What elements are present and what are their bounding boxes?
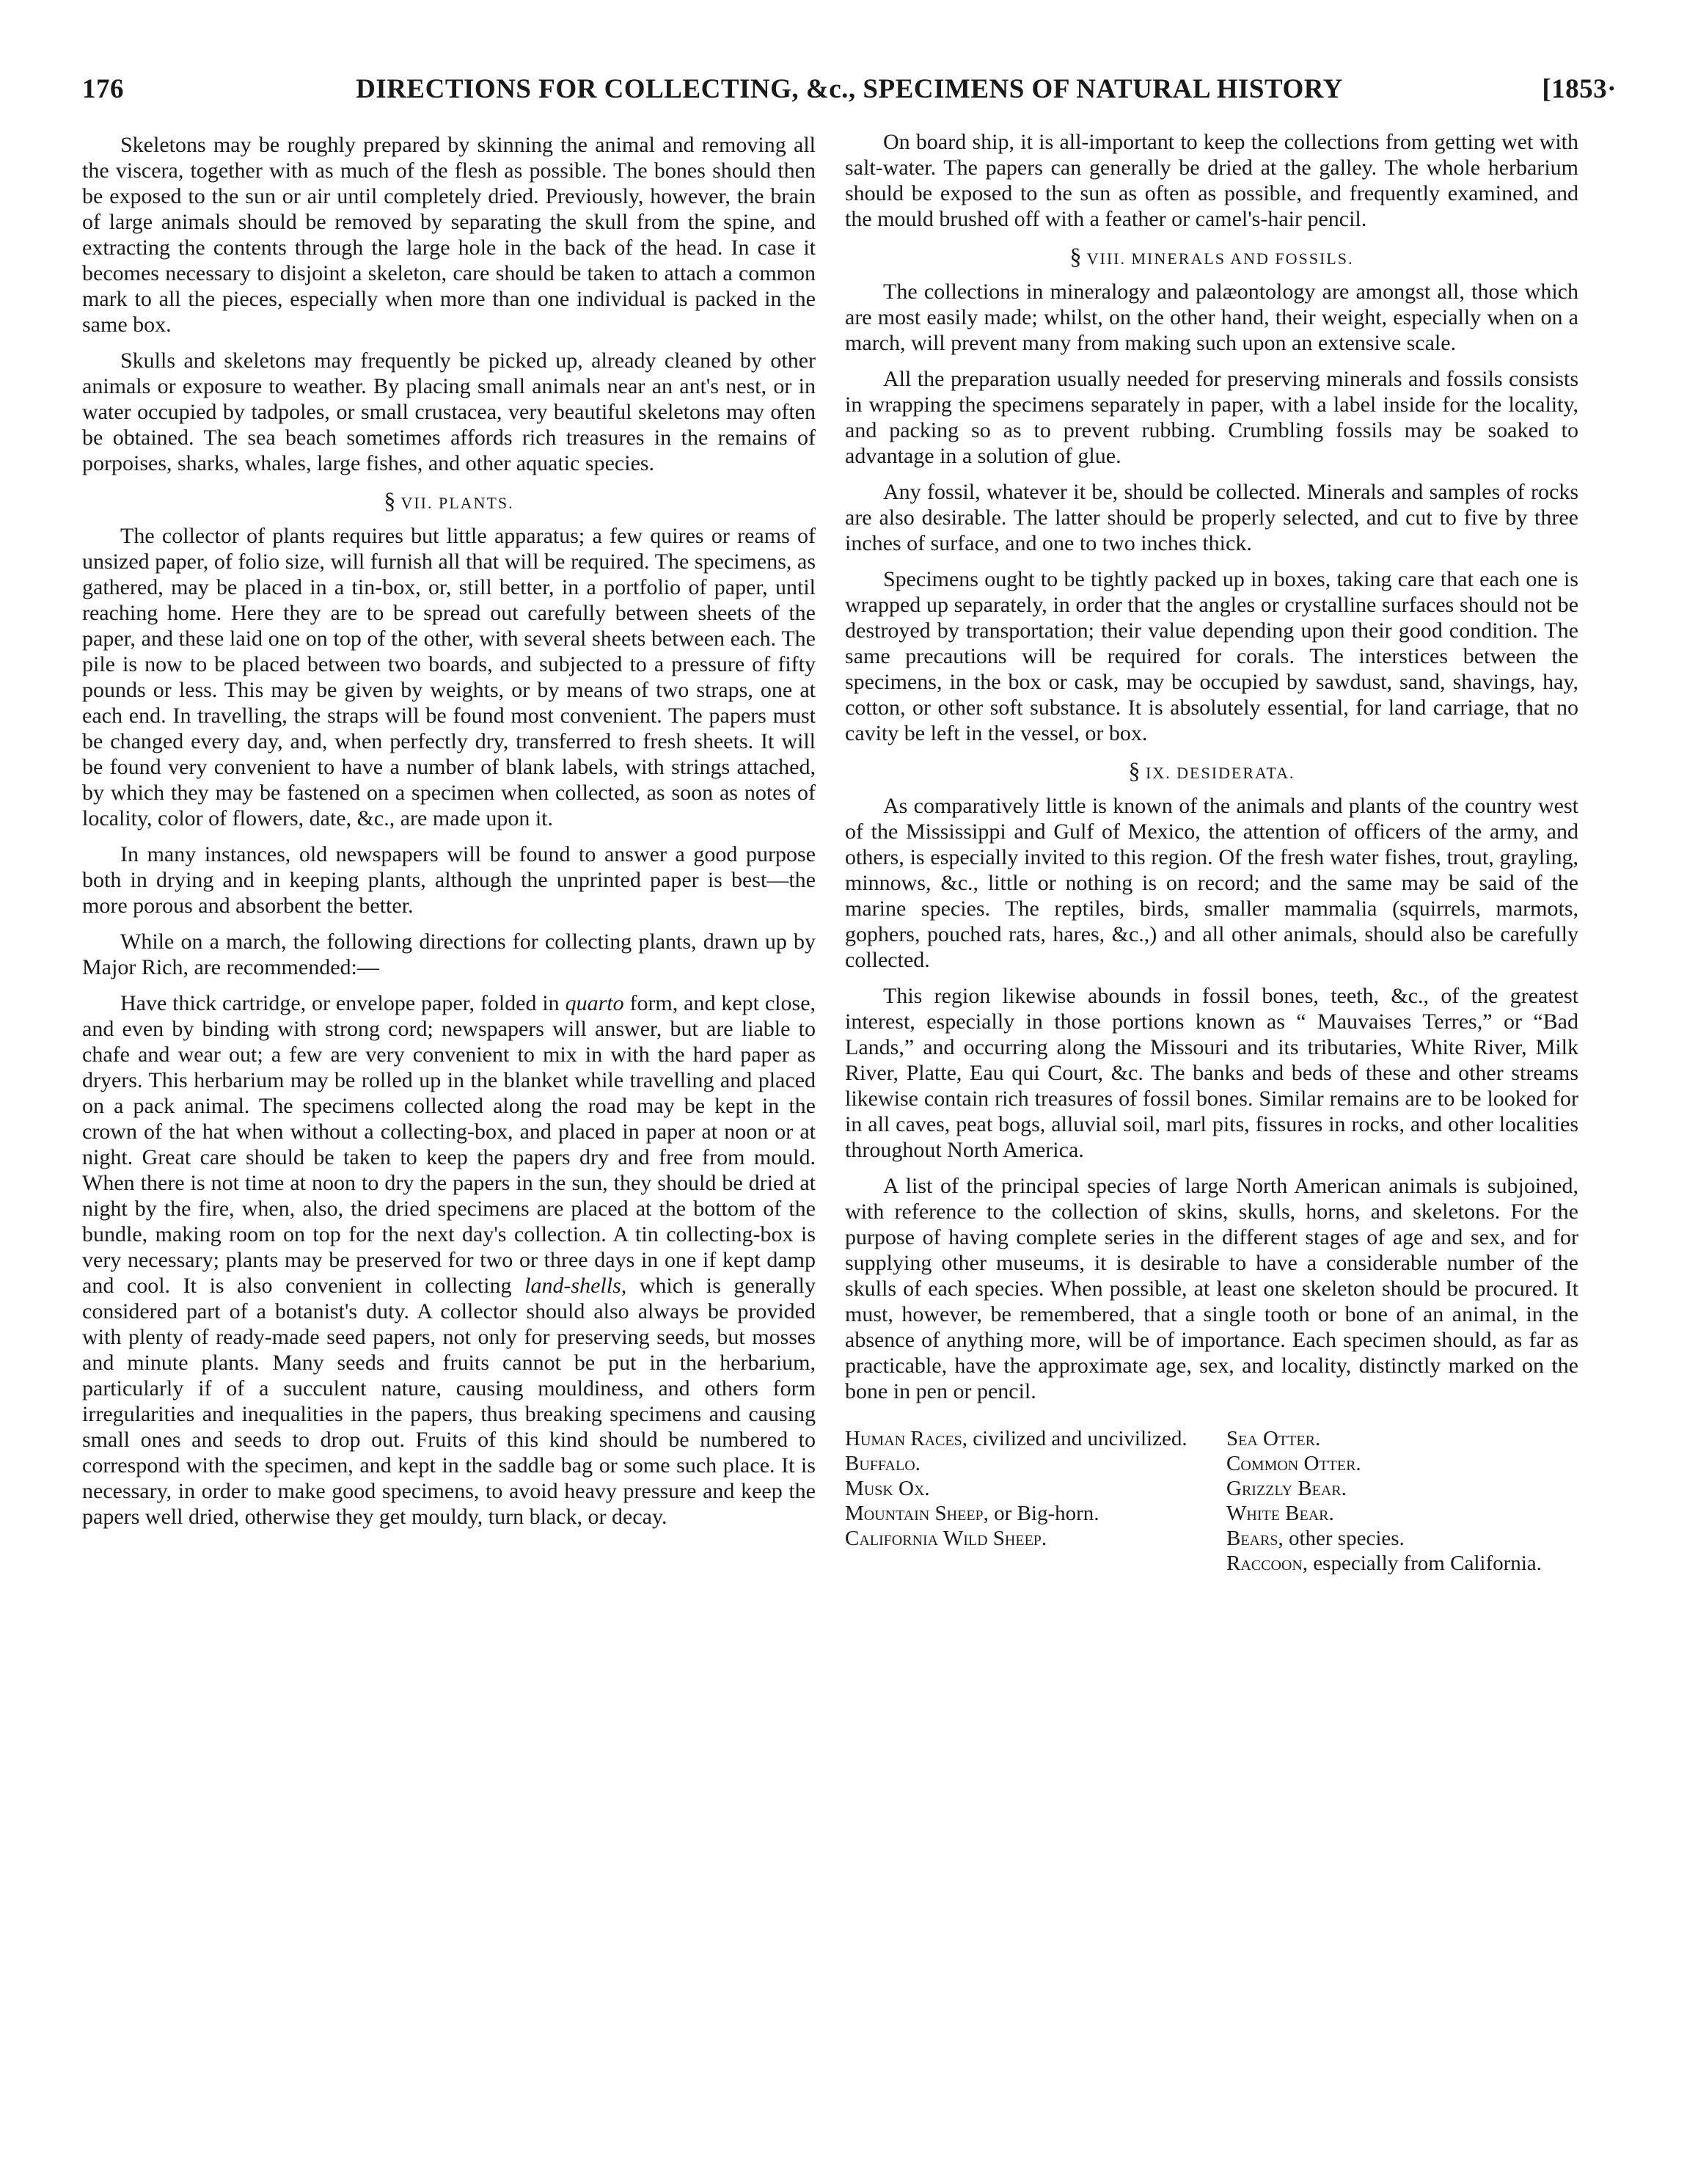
section-title: VII. PLANTS. xyxy=(400,494,514,512)
text-run: Have thick cartridge, or envelope paper, folded in xyxy=(120,991,566,1015)
paragraph: The collections in mineralogy and palæontology are amongst all, those which are most easily made; whilst, on the other hand, their weight, especially when on a march, will prevent many from making such upon an extensive scale. xyxy=(845,280,1578,355)
running-header xyxy=(82,73,1617,110)
species-name: Human Races, xyxy=(845,1427,968,1450)
species-name: Mountain Sheep, xyxy=(845,1502,989,1525)
species-item xyxy=(1226,1501,1578,1526)
section-mark: § xyxy=(1069,243,1082,269)
paragraph: Specimens ought to be tightly packed up in boxes, taking care that each one is wrapped up separately, in order that the angles or crystalline surfaces should not be destroyed by transportation; their value depending upon their good condition. The same precautions will be required for corals. The interstices between the specimens, in the box or cask, may be occupied by sawdust, sand, shavings, hay, cotton, or other soft substance. It is absolutely essential, for land carriage, that no cavity be left in the vessel, or box. xyxy=(845,567,1578,745)
species-item xyxy=(1226,1426,1578,1451)
paragraph: A list of the principal species of large North American animals is subjoined, with reference to the collection of skins, skulls, horns, and skeletons. For the purpose of having complete series in the different stages of age and sex, and for supplying other museums, it is desirable to have a considerable number of the skulls of each species. When possible, at least one skeleton should be procured. It must, however, be remembered, that a single tooth or bone of an animal, in the absence of anything more, will be of importance. Each specimen should, as far as practicable, have the approximate age, sex, and locality, distinctly marked on the bone in pen or pencil. xyxy=(845,1174,1578,1403)
section-heading-minerals xyxy=(845,245,1578,270)
species-note: other species. xyxy=(1283,1527,1405,1550)
species-item xyxy=(1226,1476,1578,1501)
species-column-left xyxy=(845,1426,1226,1576)
species-note: especially from California. xyxy=(1308,1552,1542,1575)
species-name: Sea Otter. xyxy=(1226,1427,1321,1450)
paragraph: As comparatively little is known of the animals and plants of the country west of the Mississippi and Gulf of Mexico, the attention of officers of the army, and others, is especially invited to this region. Of the fresh water fishes, trout, grayling, minnows, &c., little or nothing is on record; and the same may be said of the marine species. The reptiles, birds, smaller mammalia (squirrels, marmots, gophers, pouched rats, hares, &c.,) and all other animals, should also be carefully collected. xyxy=(845,794,1578,972)
species-item xyxy=(845,1451,1226,1476)
species-column-right xyxy=(1226,1426,1578,1576)
italic-term: quarto xyxy=(565,991,624,1015)
paragraph: All the preparation usually needed for preserving minerals and fossils consists in wrapping the specimens separately in paper, with a label inside for the locality, and packing so as to prevent rubbing. Crumbling fossils may be soaked to advantage in a solution of glue. xyxy=(845,367,1578,468)
section-mark: § xyxy=(1128,757,1141,784)
paragraph: Skulls and skeletons may frequently be picked up, already cleaned by other animals or exposure to weather. By placing small animals near an ant's nest, or in water occupied by tadpoles, or small crustacea, very beautiful skeletons may often be obtained. The sea beach sometimes affords rich treasures in the remains of porpoises, sharks, whales, large fishes, and other aquatic species. xyxy=(82,348,816,475)
species-note: civilized and uncivilized. xyxy=(967,1427,1188,1450)
species-name: Common Otter. xyxy=(1226,1452,1361,1475)
left-column xyxy=(82,132,816,1530)
species-item xyxy=(1226,1526,1578,1551)
right-column xyxy=(845,129,1578,1576)
species-item xyxy=(845,1426,1226,1451)
paragraph: In many instances, old newspapers will be found to answer a good purpose both in drying and in keeping plants, although the unprinted paper is best—the more porous and absorbent the better. xyxy=(82,842,816,918)
species-name: Bears, xyxy=(1226,1527,1284,1550)
paragraph: On board ship, it is all-important to keep the collections from getting wet with salt-water. The papers can generally be dried at the galley. The whole herbarium should be exposed to the sun as often as possible, and frequently examined, and the mould brushed off with a feather or camel's-hair pencil. xyxy=(845,130,1578,231)
section-title: VIII. MINERALS AND FOSSILS. xyxy=(1086,249,1354,268)
species-item xyxy=(845,1526,1226,1551)
section-mark: § xyxy=(384,487,396,514)
paragraph: This region likewise abounds in fossil bones, teeth, &c., of the greatest interest, especially in those portions known as “ Mauvaises Terres,” or “Bad Lands,” and occurring along the Missouri and its tributaries, White River, Milk River, Platte, Eau qui Court, &c. The banks and beds of these and other streams likewise contain rich treasures of fossil bones. Similar remains are to be looked for in all caves, peat bogs, alluvial soil, marl pits, fissures in rocks, and other localities throughout North America. xyxy=(845,984,1578,1162)
species-name: Raccoon, xyxy=(1226,1552,1309,1575)
running-title: DIRECTIONS FOR COLLECTING, &c., SPECIMENS OF NATURAL HISTORY xyxy=(356,74,1343,104)
species-name: California Wild Sheep. xyxy=(845,1527,1047,1550)
text-run: which is generally considered part of a botanist's duty. A collector should also always be provided with plenty of ready-made seed papers, not only for preserving seeds, but mosses and minute plants. Many seeds and fruits cannot be put in the herbarium, particularly if of a succulent nature, causing mouldiness, and others form irregularities and inequalities in the papers, thus breaking specimens and causing small ones and seeds to drop out. Fruits of this kind should be numbered to correspond with the specimen, and kept in the saddle bag or some such place. It is necessary, in order to make good specimens, to avoid heavy pressure and keep the papers well dried, otherwise they get mouldy, turn black, or decay. xyxy=(82,1274,816,1529)
species-name: Buffalo. xyxy=(845,1452,921,1475)
paragraph xyxy=(82,990,816,1530)
paragraph: The collector of plants requires but little apparatus; a few quires or reams of unsized paper, of folio size, will furnish all that will be required. The specimens, as gathered, may be placed in a tin-box, or, still better, in a portfolio of paper, until reaching home. Here they are to be spread out carefully between sheets of the paper, and these laid one on top of the other, with several sheets between each. The pile is now to be placed between two boards, and subjected to a pressure of fifty pounds or less. This may be given by weights, or by means of two straps, one at each end. In travelling, the straps will be found most convenient. The papers must be changed every day, and, when perfectly dry, transferred to fresh sheets. It will be found very convenient to have a number of blank labels, with strings attached, by which they may be fastened on a specimen when collected, as soon as notes of locality, color of flowers, date, &c., are made upon it. xyxy=(82,524,816,830)
section-heading-desiderata xyxy=(845,759,1578,784)
text-run: form, and kept close, and even by binding with strong cord; newspapers will answer, but are liable to chafe and wear out; a few are very convenient to mix in with the hard paper as dryers. This herbarium may be rolled up in the blanket while travelling and placed on a pack animal. The specimens collected along the road may be kept in the crown of the hat when without a collecting-box, and placed in paper at noon or at night. Great care should be taken to keep the papers dry and free from mould. When there is not time at noon to dry the papers in the sun, they should be dried at night by the fire, when, also, the dried specimens are placed at the bottom of the bundle, making room on top for the next day's collection. A tin collecting-box is very necessary; plants may be preserved for two or three days in one if kept damp and cool. It is also convenient in collecting xyxy=(82,991,816,1298)
species-name: Grizzly Bear. xyxy=(1226,1477,1347,1500)
species-list xyxy=(845,1426,1578,1576)
species-name: White Bear. xyxy=(1226,1502,1334,1525)
header-year: [1853· xyxy=(1542,74,1617,104)
species-item xyxy=(845,1501,1226,1526)
paragraph: Any fossil, whatever it be, should be collected. Minerals and samples of rocks are also desirable. The latter should be properly selected, and cut to five by three inches of surface, and one to two inches thick. xyxy=(845,480,1578,555)
section-heading-plants xyxy=(82,489,816,514)
paragraph: While on a march, the following directions for collecting plants, drawn up by Major Rich, are recommended:— xyxy=(82,930,816,979)
species-item xyxy=(1226,1451,1578,1476)
species-note: or Big-horn. xyxy=(988,1502,1099,1525)
species-item xyxy=(1226,1551,1578,1576)
page-number: 176 xyxy=(82,74,124,104)
species-name: Musk Ox. xyxy=(845,1477,930,1500)
species-item xyxy=(845,1476,1226,1501)
italic-term: land-shells, xyxy=(524,1274,627,1298)
paragraph: Skeletons may be roughly prepared by skinning the animal and removing all the viscera, together with as much of the flesh as possible. The bones should then be exposed to the sun or air until completely dried. Previously, however, the brain of large animals should be removed by separating the skull from the spine, and extracting the contents through the large hole in the back of the head. In case it becomes necessary to disjoint a skeleton, care should be taken to attach a common mark to all the pieces, especially when more than one individual is packed in the same box. xyxy=(82,133,816,337)
section-title: IX. DESIDERATA. xyxy=(1145,764,1295,782)
